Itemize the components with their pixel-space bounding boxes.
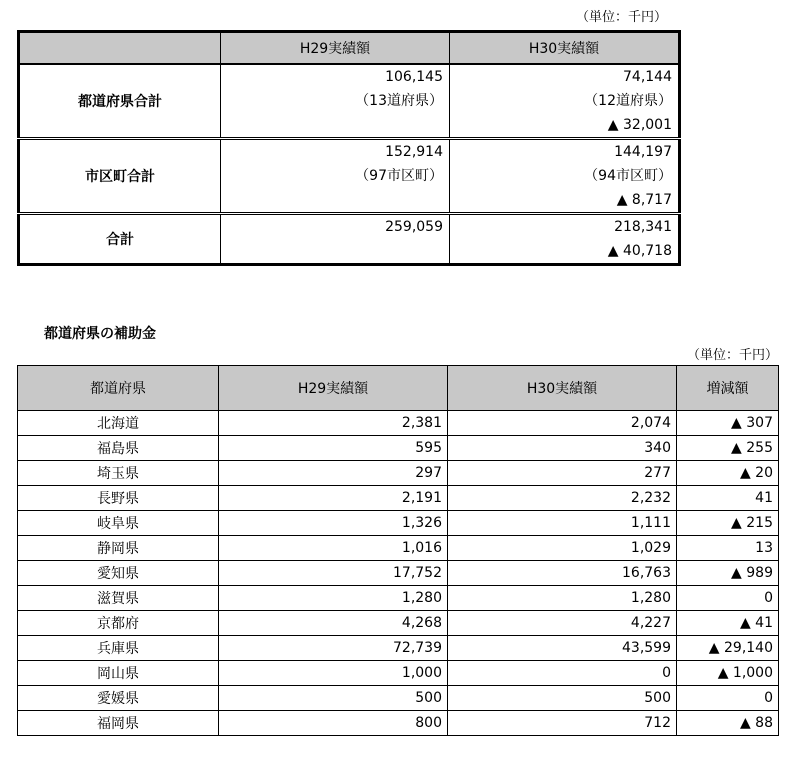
- h29-amount-cell: 297: [219, 461, 448, 486]
- change-amount-cell: ▲ 88: [677, 711, 779, 736]
- h29-amount-cell: 17,752: [219, 561, 448, 586]
- h30-amount-cell: 1,111: [448, 511, 677, 536]
- summary-spacer: [221, 113, 449, 137]
- h29-amount-cell: 1,016: [219, 536, 448, 561]
- change-amount-cell: ▲ 41: [677, 611, 779, 636]
- summary-h30-cell: [450, 64, 680, 139]
- summary-change: ▲ 32,001: [607, 117, 672, 133]
- summary-header-h30: H30実績額: [450, 32, 680, 65]
- summary-h29-cell: [221, 214, 450, 265]
- h29-amount-cell: 1,000: [219, 661, 448, 686]
- h30-amount-cell: 1,280: [448, 586, 677, 611]
- h30-amount-cell: 340: [448, 436, 677, 461]
- summary-change: ▲ 40,718: [607, 243, 672, 259]
- table-row: [18, 411, 779, 436]
- change-amount-cell: 41: [677, 486, 779, 511]
- h30-amount-cell: 712: [448, 711, 677, 736]
- summary-h30-cell: [450, 139, 680, 214]
- table-row: [18, 561, 779, 586]
- prefecture-name-cell: 岐阜県: [18, 511, 219, 536]
- table-row: [18, 461, 779, 486]
- h30-amount-cell: 500: [448, 686, 677, 711]
- h30-amount-cell: 277: [448, 461, 677, 486]
- table-row: [18, 436, 779, 461]
- summary-table: [17, 30, 681, 266]
- change-amount-cell: 0: [677, 586, 779, 611]
- change-amount-cell: 0: [677, 686, 779, 711]
- prefecture-name-cell: 北海道: [18, 411, 219, 436]
- change-amount-cell: ▲ 20: [677, 461, 779, 486]
- prefecture-name-cell: 福岡県: [18, 711, 219, 736]
- prefecture-name-cell: 愛知県: [18, 561, 219, 586]
- summary-header-row: [19, 32, 680, 65]
- summary-spacer: [221, 239, 449, 263]
- prefecture-name-cell: 埼玉県: [18, 461, 219, 486]
- detail-header-prefecture: 都道府県: [18, 366, 219, 411]
- h30-amount-cell: 16,763: [448, 561, 677, 586]
- summary-spacer: [221, 188, 449, 212]
- h30-amount-cell: 43,599: [448, 636, 677, 661]
- prefecture-subsidy-title: 都道府県の補助金: [44, 326, 156, 342]
- summary-header-blank: [19, 32, 221, 65]
- summary-count: （94市区町）: [584, 168, 672, 184]
- summary-row-label: 合計: [19, 214, 221, 265]
- change-amount-cell: 13: [677, 536, 779, 561]
- summary-h29-cell: [221, 64, 450, 139]
- prefecture-subsidy-table: [17, 365, 779, 736]
- h30-amount-cell: 0: [448, 661, 677, 686]
- change-amount-cell: ▲ 989: [677, 561, 779, 586]
- summary-unit-label: （単位：千円）: [576, 10, 668, 25]
- table-row: [18, 536, 779, 561]
- summary-value: 144,197: [614, 144, 672, 160]
- summary-row-grand-total: [19, 214, 680, 265]
- h29-amount-cell: 1,280: [219, 586, 448, 611]
- prefecture-name-cell: 京都府: [18, 611, 219, 636]
- prefecture-name-cell: 滋賀県: [18, 586, 219, 611]
- summary-value: 259,059: [385, 219, 443, 235]
- prefecture-name-cell: 愛媛県: [18, 686, 219, 711]
- table-row: [18, 586, 779, 611]
- table-row: [18, 511, 779, 536]
- table-row: [18, 661, 779, 686]
- detail-header-h30: H30実績額: [448, 366, 677, 411]
- h30-amount-cell: 2,074: [448, 411, 677, 436]
- detail-unit-label: （単位：千円）: [687, 348, 779, 363]
- prefecture-name-cell: 福島県: [18, 436, 219, 461]
- summary-row-prefecture-total: [19, 64, 680, 139]
- summary-h30-cell: [450, 214, 680, 265]
- summary-change: ▲ 8,717: [616, 192, 672, 208]
- summary-header-h29: H29実績額: [221, 32, 450, 65]
- detail-header-change: 増減額: [677, 366, 779, 411]
- h29-amount-cell: 1,326: [219, 511, 448, 536]
- table-row: [18, 611, 779, 636]
- table-row: [18, 711, 779, 736]
- table-row: [18, 486, 779, 511]
- table-row: [18, 636, 779, 661]
- detail-body: [18, 411, 779, 736]
- summary-value: 152,914: [385, 144, 443, 160]
- h30-amount-cell: 1,029: [448, 536, 677, 561]
- table-row: [18, 686, 779, 711]
- h30-amount-cell: 2,232: [448, 486, 677, 511]
- summary-value: 74,144: [623, 69, 672, 85]
- summary-count: （12道府県）: [584, 93, 672, 109]
- summary-h29-cell: [221, 139, 450, 214]
- change-amount-cell: ▲ 1,000: [677, 661, 779, 686]
- h29-amount-cell: 2,191: [219, 486, 448, 511]
- prefecture-name-cell: 岡山県: [18, 661, 219, 686]
- prefecture-name-cell: 兵庫県: [18, 636, 219, 661]
- summary-value: 106,145: [385, 69, 443, 85]
- summary-row-label: 都道府県合計: [19, 64, 221, 139]
- h29-amount-cell: 72,739: [219, 636, 448, 661]
- change-amount-cell: ▲ 307: [677, 411, 779, 436]
- h30-amount-cell: 4,227: [448, 611, 677, 636]
- prefecture-name-cell: 長野県: [18, 486, 219, 511]
- prefecture-name-cell: 静岡県: [18, 536, 219, 561]
- h29-amount-cell: 800: [219, 711, 448, 736]
- change-amount-cell: ▲ 215: [677, 511, 779, 536]
- h29-amount-cell: 2,381: [219, 411, 448, 436]
- change-amount-cell: ▲ 29,140: [677, 636, 779, 661]
- detail-header-row: [18, 366, 779, 411]
- summary-value: 218,341: [614, 219, 672, 235]
- h29-amount-cell: 4,268: [219, 611, 448, 636]
- summary-row-municipality-total: [19, 139, 680, 214]
- change-amount-cell: ▲ 255: [677, 436, 779, 461]
- summary-count: （13道府県）: [355, 93, 443, 109]
- detail-header-h29: H29実績額: [219, 366, 448, 411]
- h29-amount-cell: 595: [219, 436, 448, 461]
- summary-count: （97市区町）: [355, 168, 443, 184]
- h29-amount-cell: 500: [219, 686, 448, 711]
- summary-row-label: 市区町合計: [19, 139, 221, 214]
